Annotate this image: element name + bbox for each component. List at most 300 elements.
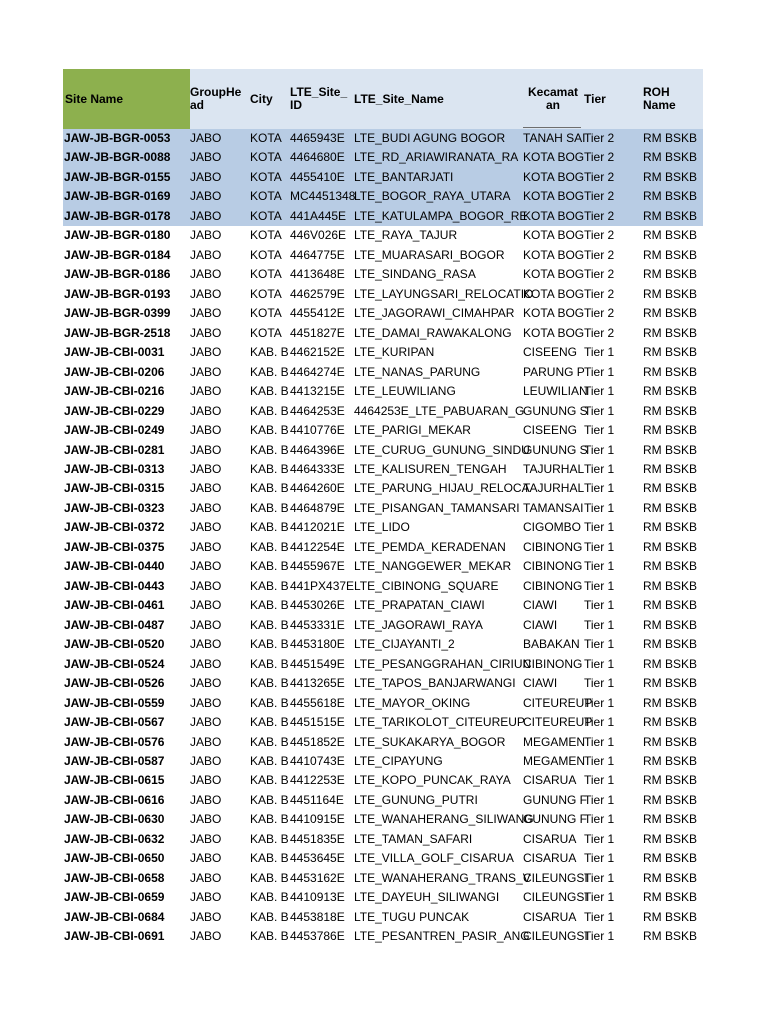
roh-name-cell[interactable]: RM BSKB [643,384,698,399]
city-cell[interactable]: KAB. B [250,364,289,379]
lte-site-id-cell[interactable]: 4464274E [290,364,345,379]
site-name-cell[interactable]: JAW-JB-BGR-0178 [64,208,171,223]
city-cell[interactable]: KAB. B [250,384,289,399]
lte-site-name-cell[interactable]: LTE_JAGORAWI_CIMAHPAR [354,306,515,321]
city-cell[interactable]: KAB. B [250,792,289,807]
kecamatan-cell[interactable]: KOTA BOG [523,189,585,204]
site-name-cell[interactable]: JAW-JB-CBI-0443 [64,578,165,593]
roh-name-cell[interactable]: RM BSKB [643,754,698,768]
site-name-cell[interactable]: JAW-JB-CBI-0229 [64,403,165,418]
lte-site-id-cell[interactable]: 4464260E [290,481,345,496]
lte-site-name-cell[interactable]: LTE_BANTARJATI [354,169,454,184]
group-head-cell[interactable]: JABO [190,870,222,885]
tier-cell[interactable]: Tier 1 [584,384,615,399]
header-roh-name[interactable]: ROH Name [643,85,676,112]
kecamatan-cell[interactable]: KOTA BOG [523,228,585,243]
lte-site-id-cell[interactable]: 4455618E [290,695,345,710]
table-row[interactable] [63,187,703,206]
site-name-cell[interactable]: JAW-JB-CBI-0031 [64,345,165,360]
tier-cell[interactable]: Tier 1 [584,364,615,379]
table-row[interactable] [63,285,703,304]
roh-name-cell[interactable]: RM BSKB [643,539,698,554]
group-head-cell[interactable]: JABO [190,169,222,184]
roh-name-cell[interactable]: RM BSKB [643,461,698,476]
group-head-cell[interactable]: JABO [190,890,222,905]
header-lte-site-name[interactable]: LTE_Site_Name [354,91,444,106]
site-name-cell[interactable]: JAW-JB-CBI-0567 [64,715,165,730]
tier-cell[interactable]: Tier 1 [584,500,615,515]
group-head-cell[interactable]: JABO [190,520,222,535]
site-name-cell[interactable]: JAW-JB-CBI-0691 [64,929,165,944]
kecamatan-cell[interactable]: MEGAMEN [523,734,586,749]
kecamatan-cell[interactable]: CIBINONG [523,539,583,554]
kecamatan-cell[interactable]: MEGAMEN [523,754,586,768]
kecamatan-cell[interactable]: CIAWI [523,676,558,691]
lte-site-name-cell[interactable]: LTE_KURIPAN [354,345,435,360]
site-name-cell[interactable]: JAW-JB-CBI-0587 [64,754,165,768]
lte-site-name-cell[interactable]: LTE_RD_ARIAWIRANATA_RA [354,150,519,165]
tier-cell[interactable]: Tier 1 [584,929,615,944]
tier-cell[interactable]: Tier 2 [584,189,615,204]
table-row[interactable] [63,655,703,674]
lte-site-name-cell[interactable]: LTE_SINDANG_RASA [354,267,476,282]
roh-name-cell[interactable]: RM BSKB [643,131,698,145]
kecamatan-cell[interactable]: KOTA BOG [523,208,585,223]
lte-site-id-cell[interactable]: 4410743E [290,754,345,768]
lte-site-name-cell[interactable]: LTE_WANAHERANG_SILIWANG [354,812,534,827]
roh-name-cell[interactable]: RM BSKB [643,442,698,457]
lte-site-id-cell[interactable]: MC4451348 [290,189,356,204]
city-cell[interactable]: KAB. B [250,461,289,476]
group-head-cell[interactable]: JABO [190,403,222,418]
kecamatan-cell[interactable]: CISARUA [523,773,577,788]
table-row[interactable] [63,246,703,265]
kecamatan-cell[interactable]: CIAWI [523,598,558,613]
city-cell[interactable]: KAB. B [250,403,289,418]
header-group-head[interactable]: GroupHe ad [190,85,242,112]
table-row[interactable] [63,148,703,167]
lte-site-name-cell[interactable]: LTE_CIJAYANTI_2 [354,637,455,652]
table-row[interactable] [63,869,703,888]
lte-site-name-cell[interactable]: LTE_MAYOR_OKING [354,695,471,710]
group-head-cell[interactable]: JABO [190,286,222,301]
city-cell[interactable]: KOTA [250,169,282,184]
lte-site-name-cell[interactable]: LTE_DAMAI_RAWAKALONG [354,325,512,340]
kecamatan-cell[interactable]: KOTA BOG [523,286,585,301]
lte-site-name-cell[interactable]: LTE_LAYUNGSARI_RELOCATIO [354,286,534,301]
city-cell[interactable]: KOTA [250,189,282,204]
city-cell[interactable]: KAB. B [250,715,289,730]
lte-site-name-cell[interactable]: LTE_VILLA_GOLF_CISARUA [354,851,514,866]
tier-cell[interactable]: Tier 1 [584,812,615,827]
group-head-cell[interactable]: JABO [190,598,222,613]
table-row[interactable] [63,460,703,479]
city-cell[interactable]: KAB. B [250,812,289,827]
table-row[interactable] [63,674,703,693]
site-name-cell[interactable]: JAW-JB-CBI-0684 [64,909,165,924]
lte-site-name-cell[interactable]: LTE_NANAS_PARUNG [354,364,481,379]
group-head-cell[interactable]: JABO [190,150,222,165]
kecamatan-cell[interactable]: GUNUNG S [523,442,588,457]
tier-cell[interactable]: Tier 1 [584,442,615,457]
lte-site-id-cell[interactable]: 4413265E [290,676,345,691]
roh-name-cell[interactable]: RM BSKB [643,734,698,749]
lte-site-id-cell[interactable]: 4453026E [290,598,345,613]
site-name-cell[interactable]: JAW-JB-CBI-0576 [64,734,165,749]
tier-cell[interactable]: Tier 1 [584,773,615,788]
lte-site-id-cell[interactable]: 4464253E [290,403,345,418]
tier-cell[interactable]: Tier 1 [584,792,615,807]
lte-site-name-cell[interactable]: LTE_GUNUNG_PUTRI [354,792,478,807]
lte-site-name-cell[interactable]: LTE_CIBINONG_SQUARE [354,578,499,593]
table-row[interactable] [63,733,703,752]
site-name-cell[interactable]: JAW-JB-CBI-0216 [64,384,165,399]
site-name-cell[interactable]: JAW-JB-CBI-0372 [64,520,165,535]
group-head-cell[interactable]: JABO [190,442,222,457]
roh-name-cell[interactable]: RM BSKB [643,812,698,827]
tier-cell[interactable]: Tier 1 [584,403,615,418]
tier-cell[interactable]: Tier 1 [584,754,615,768]
city-cell[interactable]: KAB. B [250,656,289,671]
lte-site-id-cell[interactable]: 4465943E [290,131,345,145]
header-city[interactable]: City [250,91,273,106]
lte-site-id-cell[interactable]: 441A445E [290,208,347,223]
lte-site-id-cell[interactable]: 441PX437E [290,578,355,593]
group-head-cell[interactable]: JABO [190,656,222,671]
lte-site-id-cell[interactable]: 4410915E [290,812,345,827]
group-head-cell[interactable]: JABO [190,831,222,846]
tier-cell[interactable]: Tier 1 [584,617,615,632]
group-head-cell[interactable]: JABO [190,792,222,807]
site-name-cell[interactable]: JAW-JB-CBI-0313 [64,461,165,476]
table-row[interactable] [63,518,703,537]
city-cell[interactable]: KAB. B [250,929,289,944]
group-head-cell[interactable]: JABO [190,325,222,340]
group-head-cell[interactable]: JABO [190,345,222,360]
city-cell[interactable]: KAB. B [250,676,289,691]
roh-name-cell[interactable]: RM BSKB [643,150,698,165]
lte-site-name-cell[interactable]: LTE_PISANGAN_TAMANSARI [354,500,520,515]
tier-cell[interactable]: Tier 2 [584,286,615,301]
lte-site-id-cell[interactable]: 4462152E [290,345,345,360]
group-head-cell[interactable]: JABO [190,909,222,924]
site-name-cell[interactable]: JAW-JB-BGR-0193 [64,286,171,301]
roh-name-cell[interactable]: RM BSKB [643,345,698,360]
group-head-cell[interactable]: JABO [190,364,222,379]
kecamatan-cell[interactable]: KOTA BOG [523,150,585,165]
kecamatan-cell[interactable]: BABAKAN [523,637,580,652]
lte-site-id-cell[interactable]: 4464396E [290,442,345,457]
kecamatan-cell[interactable]: CISARUA [523,909,577,924]
group-head-cell[interactable]: JABO [190,539,222,554]
table-row[interactable] [63,226,703,245]
tier-cell[interactable]: Tier 2 [584,169,615,184]
roh-name-cell[interactable]: RM BSKB [643,423,698,438]
roh-name-cell[interactable]: RM BSKB [643,617,698,632]
city-cell[interactable]: KAB. B [250,617,289,632]
kecamatan-cell[interactable]: TAJURHAL [523,481,585,496]
tier-cell[interactable]: Tier 1 [584,598,615,613]
kecamatan-cell[interactable]: TAJURHAL [523,461,585,476]
kecamatan-cell[interactable]: CILEUNGSI [523,870,588,885]
table-row[interactable] [63,421,703,440]
lte-site-id-cell[interactable]: 4451549E [290,656,345,671]
site-name-cell[interactable]: JAW-JB-CBI-0616 [64,792,165,807]
city-cell[interactable]: KAB. B [250,890,289,905]
city-cell[interactable]: KAB. B [250,423,289,438]
lte-site-id-cell[interactable]: 4462579E [290,286,345,301]
kecamatan-cell[interactable]: CISARUA [523,851,577,866]
group-head-cell[interactable]: JABO [190,773,222,788]
site-name-cell[interactable]: JAW-JB-CBI-0375 [64,539,165,554]
table-row[interactable] [63,304,703,323]
lte-site-name-cell[interactable]: LTE_PEMDA_KERADENAN [354,539,506,554]
roh-name-cell[interactable]: RM BSKB [643,520,698,535]
city-cell[interactable]: KAB. B [250,909,289,924]
roh-name-cell[interactable]: RM BSKB [643,851,698,866]
roh-name-cell[interactable]: RM BSKB [643,715,698,730]
kecamatan-cell[interactable]: TANAH SAI [523,131,586,145]
city-cell[interactable]: KAB. B [250,520,289,535]
tier-cell[interactable]: Tier 1 [584,656,615,671]
city-cell[interactable]: KAB. B [250,734,289,749]
table-row[interactable] [63,577,703,596]
site-name-cell[interactable]: JAW-JB-CBI-0524 [64,656,165,671]
group-head-cell[interactable]: JABO [190,617,222,632]
tier-cell[interactable]: Tier 1 [584,909,615,924]
roh-name-cell[interactable]: RM BSKB [643,228,698,243]
lte-site-name-cell[interactable]: LTE_TAPOS_BANJARWANGI [354,676,516,691]
kecamatan-cell[interactable]: CIGOMBO [523,520,582,535]
lte-site-name-cell[interactable]: LTE_PARUNG_HIJAU_RELOCA [354,481,530,496]
lte-site-id-cell[interactable]: 446V026E [290,228,347,243]
group-head-cell[interactable]: JABO [190,715,222,730]
lte-site-id-cell[interactable]: 4451164E [290,792,344,807]
lte-site-id-cell[interactable]: 4453786E [290,929,345,944]
lte-site-id-cell[interactable]: 4410776E [290,423,345,438]
city-cell[interactable]: KAB. B [250,598,289,613]
table-row[interactable] [63,830,703,849]
tier-cell[interactable]: Tier 1 [584,715,615,730]
lte-site-name-cell[interactable]: LTE_SUKAKARYA_BOGOR [354,734,506,749]
lte-site-name-cell[interactable]: LTE_MUARASARI_BOGOR [354,247,505,262]
roh-name-cell[interactable]: RM BSKB [643,598,698,613]
site-name-cell[interactable]: JAW-JB-CBI-0658 [64,870,165,885]
lte-site-name-cell[interactable]: LTE_PARIGI_MEKAR [354,423,471,438]
kecamatan-cell[interactable]: CITEUREUP [523,715,593,730]
tier-cell[interactable]: Tier 1 [584,870,615,885]
group-head-cell[interactable]: JABO [190,131,222,145]
lte-site-name-cell[interactable]: LTE_DAYEUH_SILIWANGI [354,890,500,905]
site-name-cell[interactable]: JAW-JB-CBI-0315 [64,481,165,496]
kecamatan-cell[interactable]: GUNUNG F [523,812,587,827]
tier-cell[interactable]: Tier 1 [584,637,615,652]
group-head-cell[interactable]: JABO [190,228,222,243]
kecamatan-cell[interactable]: CIBINONG [523,656,583,671]
site-name-cell[interactable]: JAW-JB-CBI-0630 [64,812,165,827]
tier-cell[interactable]: Tier 1 [584,851,615,866]
kecamatan-cell[interactable]: KOTA BOG [523,169,585,184]
table-row[interactable] [63,207,703,226]
lte-site-id-cell[interactable]: 4453645E [290,851,345,866]
lte-site-id-cell[interactable]: 4412253E [290,773,345,788]
group-head-cell[interactable]: JABO [190,637,222,652]
lte-site-id-cell[interactable]: 4451852E [290,734,345,749]
tier-cell[interactable]: Tier 1 [584,695,615,710]
roh-name-cell[interactable]: RM BSKB [643,403,698,418]
lte-site-name-cell[interactable]: LTE_BUDI AGUNG BOGOR [354,131,506,145]
city-cell[interactable]: KOTA [250,131,282,145]
lte-site-name-cell[interactable]: LTE_PRAPATAN_CIAWI [354,598,485,613]
site-name-cell[interactable]: JAW-JB-CBI-0461 [64,598,165,613]
lte-site-name-cell[interactable]: LTE_PESANTREN_PASIR_ANG [354,929,530,944]
roh-name-cell[interactable]: RM BSKB [643,578,698,593]
tier-cell[interactable]: Tier 1 [584,520,615,535]
lte-site-id-cell[interactable]: 4412021E [290,520,345,535]
group-head-cell[interactable]: JABO [190,578,222,593]
lte-site-name-cell[interactable]: LTE_KALISUREN_TENGAH [354,461,507,476]
header-site-name[interactable]: Site Name [63,69,190,129]
site-name-cell[interactable]: JAW-JB-BGR-0184 [64,247,171,262]
tier-cell[interactable]: Tier 1 [584,461,615,476]
group-head-cell[interactable]: JABO [190,247,222,262]
lte-site-id-cell[interactable]: 4464775E [290,247,345,262]
lte-site-id-cell[interactable]: 4453818E [290,909,345,924]
group-head-cell[interactable]: JABO [190,812,222,827]
group-head-cell[interactable]: JABO [190,267,222,282]
kecamatan-cell[interactable]: KOTA BOG [523,325,585,340]
site-name-cell[interactable]: JAW-JB-CBI-0650 [64,851,165,866]
kecamatan-cell[interactable]: TAMANSAI [523,500,584,515]
kecamatan-cell[interactable]: LEUWILIAN [523,384,588,399]
table-row[interactable] [63,752,703,771]
lte-site-name-cell[interactable]: LTE_LIDO [354,520,410,535]
lte-site-id-cell[interactable]: 4451515E [290,715,345,730]
city-cell[interactable]: KAB. B [250,559,289,574]
roh-name-cell[interactable]: RM BSKB [643,773,698,788]
site-name-cell[interactable]: JAW-JB-CBI-0526 [64,676,165,691]
city-cell[interactable]: KOTA [250,247,282,262]
tier-cell[interactable]: Tier 2 [584,267,615,282]
city-cell[interactable]: KAB. B [250,578,289,593]
group-head-cell[interactable]: JABO [190,676,222,691]
group-head-cell[interactable]: JABO [190,754,222,768]
roh-name-cell[interactable]: RM BSKB [643,831,698,846]
kecamatan-cell[interactable]: CIBINONG [523,578,583,593]
group-head-cell[interactable]: JABO [190,306,222,321]
city-cell[interactable]: KAB. B [250,442,289,457]
table-row[interactable] [63,363,703,382]
roh-name-cell[interactable]: RM BSKB [643,656,698,671]
site-name-cell[interactable]: JAW-JB-CBI-0440 [64,559,165,574]
table-row[interactable] [63,596,703,615]
table-row[interactable] [63,927,703,946]
group-head-cell[interactable]: JABO [190,461,222,476]
city-cell[interactable]: KAB. B [250,500,289,515]
site-name-cell[interactable]: JAW-JB-BGR-0053 [64,131,171,145]
lte-site-id-cell[interactable]: 4451835E [290,831,345,846]
tier-cell[interactable]: Tier 1 [584,578,615,593]
kecamatan-cell[interactable]: CILEUNGSI [523,929,588,944]
lte-site-id-cell[interactable]: 4413648E [290,267,345,282]
roh-name-cell[interactable]: RM BSKB [643,208,698,223]
lte-site-name-cell[interactable]: LTE_KOPO_PUNCAK_RAYA [354,773,511,788]
tier-cell[interactable]: Tier 2 [584,247,615,262]
roh-name-cell[interactable]: RM BSKB [643,286,698,301]
lte-site-id-cell[interactable]: 4464333E [290,461,345,476]
roh-name-cell[interactable]: RM BSKB [643,909,698,924]
city-cell[interactable]: KOTA [250,325,282,340]
city-cell[interactable]: KAB. B [250,831,289,846]
kecamatan-cell[interactable]: CITEUREUP [523,695,593,710]
table-row[interactable] [63,694,703,713]
table-row[interactable] [63,382,703,401]
city-cell[interactable]: KAB. B [250,539,289,554]
site-name-cell[interactable]: JAW-JB-CBI-0520 [64,637,165,652]
lte-site-id-cell[interactable]: 4451827E [290,325,345,340]
city-cell[interactable]: KAB. B [250,345,289,360]
group-head-cell[interactable]: JABO [190,929,222,944]
table-row[interactable] [63,616,703,635]
table-row[interactable] [63,499,703,518]
group-head-cell[interactable]: JABO [190,851,222,866]
site-name-cell[interactable]: JAW-JB-BGR-0180 [64,228,171,243]
kecamatan-cell[interactable]: CISEENG [523,345,578,360]
roh-name-cell[interactable]: RM BSKB [643,695,698,710]
header-lte-site-id[interactable]: LTE_Site_ ID [290,85,348,112]
city-cell[interactable]: KAB. B [250,481,289,496]
roh-name-cell[interactable]: RM BSKB [643,169,698,184]
table-row[interactable] [63,557,703,576]
roh-name-cell[interactable]: RM BSKB [643,325,698,340]
roh-name-cell[interactable]: RM BSKB [643,870,698,885]
kecamatan-cell[interactable]: PARUNG P [523,364,585,379]
group-head-cell[interactable]: JABO [190,384,222,399]
lte-site-id-cell[interactable]: 4413215E [290,384,345,399]
lte-site-name-cell[interactable]: LTE_CURUG_GUNUNG_SINDU [354,442,530,457]
lte-site-id-cell[interactable]: 4455967E [290,559,345,574]
city-cell[interactable]: KAB. B [250,773,289,788]
kecamatan-cell[interactable]: CIBINONG [523,559,583,574]
tier-cell[interactable]: Tier 1 [584,734,615,749]
tier-cell[interactable]: Tier 1 [584,890,615,905]
lte-site-name-cell[interactable]: LTE_WANAHERANG_TRANS_V [354,870,531,885]
roh-name-cell[interactable]: RM BSKB [643,792,698,807]
group-head-cell[interactable]: JABO [190,734,222,749]
table-row[interactable] [63,791,703,810]
site-name-cell[interactable]: JAW-JB-BGR-0169 [64,189,171,204]
lte-site-id-cell[interactable]: 4464879E [290,500,345,515]
site-name-cell[interactable]: JAW-JB-BGR-0088 [64,150,171,165]
site-name-cell[interactable]: JAW-JB-CBI-0559 [64,695,165,710]
tier-cell[interactable]: Tier 2 [584,325,615,340]
tier-cell[interactable]: Tier 1 [584,423,615,438]
kecamatan-cell[interactable]: CISEENG [523,423,578,438]
roh-name-cell[interactable]: RM BSKB [643,637,698,652]
tier-cell[interactable]: Tier 1 [584,481,615,496]
site-name-cell[interactable]: JAW-JB-BGR-0186 [64,267,171,282]
site-name-cell[interactable]: JAW-JB-BGR-0399 [64,306,171,321]
group-head-cell[interactable]: JABO [190,423,222,438]
roh-name-cell[interactable]: RM BSKB [643,500,698,515]
roh-name-cell[interactable]: RM BSKB [643,364,698,379]
group-head-cell[interactable]: JABO [190,481,222,496]
lte-site-name-cell[interactable]: LTE_NANGGEWER_MEKAR [354,559,512,574]
lte-site-name-cell[interactable]: LTE_BOGOR_RAYA_UTARA [354,189,511,204]
kecamatan-cell[interactable]: KOTA BOG [523,247,585,262]
kecamatan-cell[interactable]: KOTA BOG [523,306,585,321]
lte-site-id-cell[interactable]: 4464680E [290,150,345,165]
